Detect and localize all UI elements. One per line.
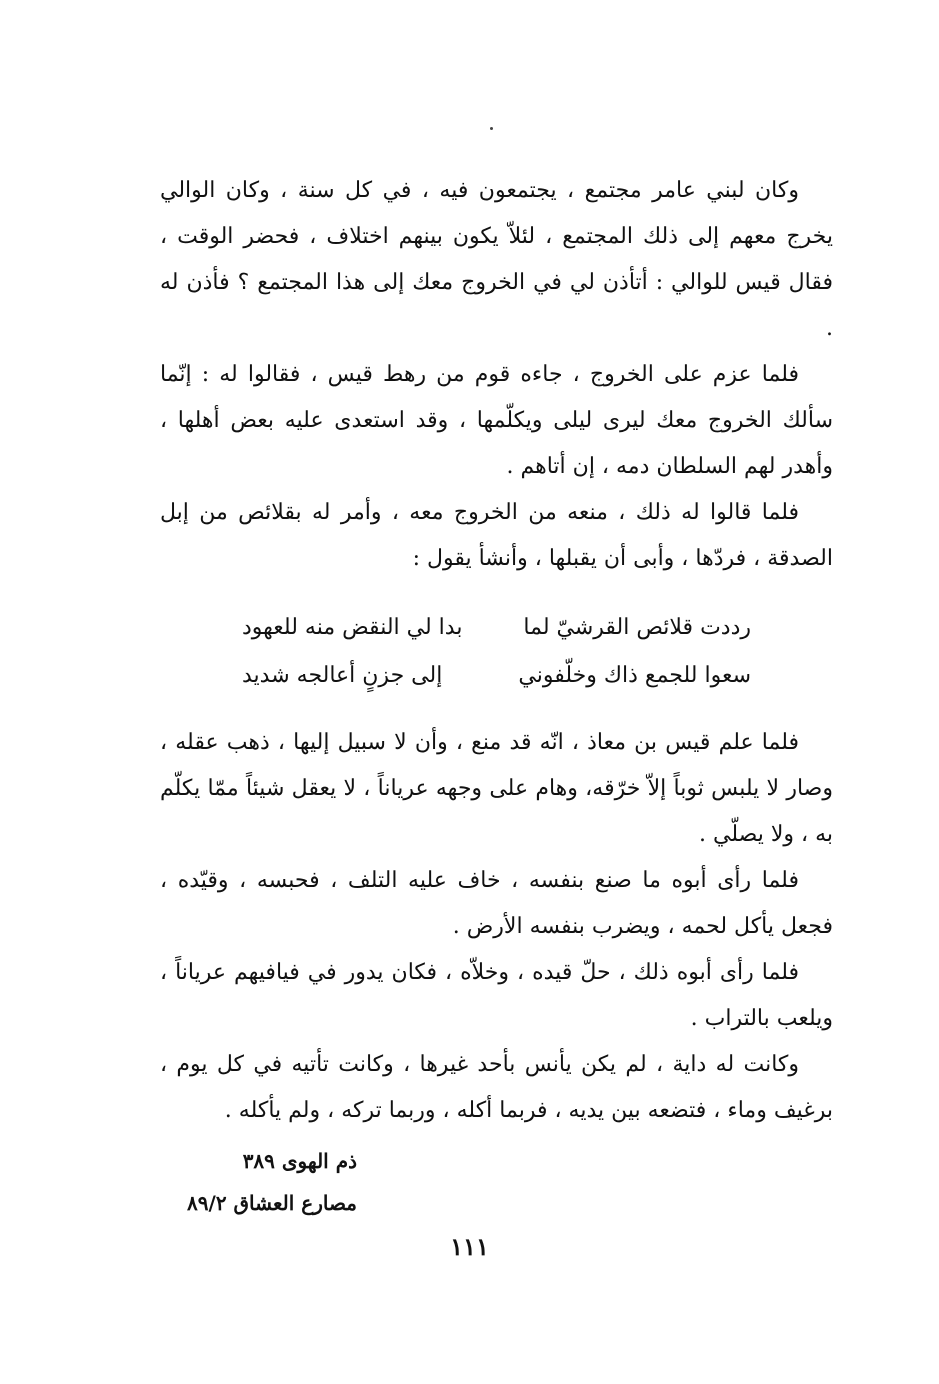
paragraph: وكان لبني عامر مجتمع ، يجتمعون فيه ، في كل سنة ، وكان الوالي يخرج معهم إلى ذلك المجتمع ، لئلاّ يكون بينهم اختلاف ، فحضر الوقت ، فقال قيس للوالي : أتأذن لي في الخروج معك إلى هذا المجتمع ؟ فأذن له . (160, 178, 833, 341)
source-reference: ذم الهوى ٣٨٩ (242, 1149, 357, 1173)
paragraph: فلما عزم على الخروج ، جاءه قوم من رهط قيس ، فقالوا له : إنّما سألك الخروج معك ليرى ليلى ويكلّمها ، وقد استعدى عليه بعض أهلها ، وأهدر لهم السلطان دمه ، إن أتاهم . (160, 362, 833, 479)
paragraph: فلما علم قيس بن معاذ ، انّه قد منع ، وأن لا سبيل إليها ، ذهب عقله ، وصار لا يلبس ثوباً إلاّ خرّقه، وهام على وجهه عرياناً ، لا يعقل شيئاً ممّا يكلّم به ، ولا يصلّي . (160, 730, 833, 847)
page-number: ١١١ (450, 1232, 489, 1261)
verse-second-hemistich: بدا لي النقض منه للعهود (242, 615, 463, 640)
verse-line (242, 604, 751, 652)
paragraph: وكانت له داية ، لم يكن يأنس بأحد غيرها ، وكانت تأتيه في كل يوم ، برغيف وماء ، فتضعه بين يديه ، فربما أكله ، وربما تركه ، ولم يأكله . (160, 1052, 833, 1123)
verse-first-hemistich: رددت قلائص القرشيّ لما (523, 615, 751, 640)
source-references (160, 1140, 833, 1224)
verse-first-hemistich: سعوا للجمع ذاك وخلّفوني (518, 663, 751, 688)
verse-second-hemistich: إلى جزنٍ أعالجه شديد (242, 663, 443, 688)
paragraph: فلما رأى أبوه ما صنع بنفسه ، خاف عليه التلف ، فحبسه ، وقيّده ، فجعل يأكل لحمه ، ويضرب بنفسه الأرض . (160, 868, 833, 939)
verse-line (242, 652, 751, 700)
main-text (160, 168, 833, 1224)
paragraph: فلما رأى أبوه ذلك ، حلّ قيده ، وخلاّه ، فكان يدور في فيافيهم عرياناً ، ويلعب بالتراب . (160, 960, 833, 1031)
scan-dot-mark (490, 127, 493, 130)
paragraph: فلما قالوا له ذلك ، منعه من الخروج معه ، وأمر له بقلائص من إبل الصدقة ، فردّها ، وأبى أن يقبلها ، وأنشأ يقول : (160, 500, 833, 571)
poem-verses (160, 604, 833, 700)
source-reference: مصارع العشاق ٨٩/٢ (187, 1191, 357, 1215)
